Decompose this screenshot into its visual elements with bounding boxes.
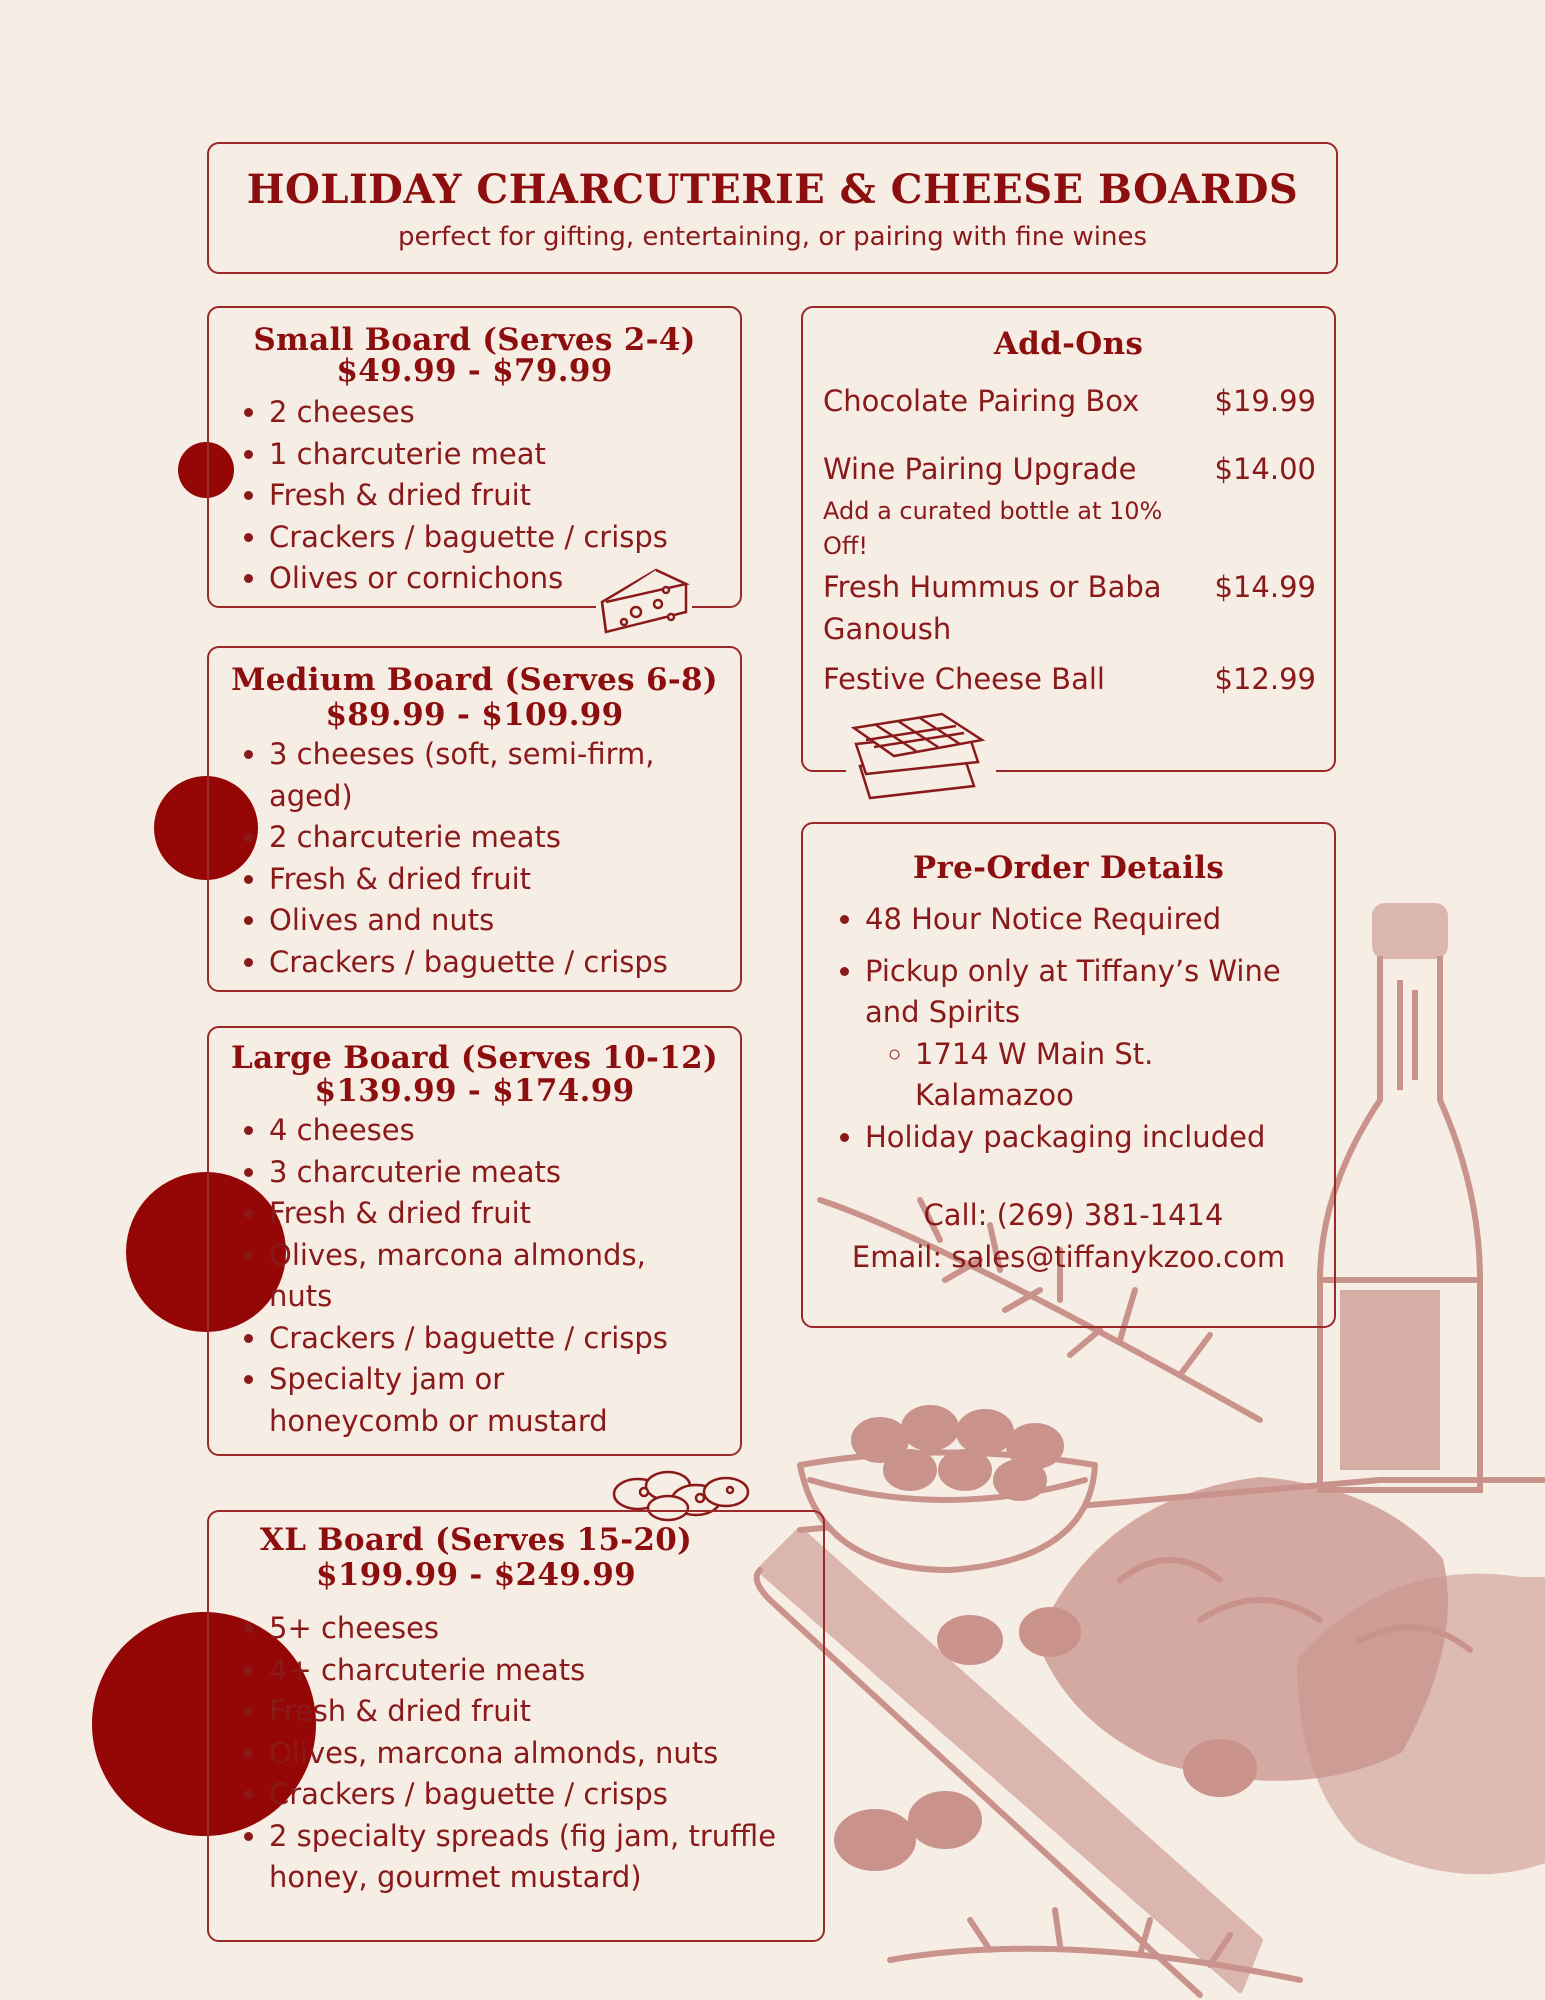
medium-board-card	[207, 646, 742, 992]
list-item: • Crackers / baguette / crisps	[269, 942, 680, 984]
list-item: • Olives, marcona almonds, nuts	[269, 1235, 670, 1318]
list-item: • 3 charcuterie meats	[269, 1152, 670, 1194]
contact-email: Email: sales@tiffanykzoo.com	[851, 1240, 1286, 1274]
address-item: ◦ 1714 W Main St. Kalamazoo	[915, 1034, 1314, 1117]
list-item: • Olives, marcona almonds, nuts	[269, 1733, 783, 1775]
addon-price: $12.99	[1214, 662, 1316, 696]
xl-board-items	[209, 1608, 823, 1899]
list-item: • 1 charcuterie meat	[269, 434, 740, 476]
list-item: • Fresh & dried fruit	[269, 1193, 670, 1235]
addon-price: $14.00	[1214, 452, 1316, 486]
xl-board-card	[207, 1510, 825, 1942]
list-item: • Crackers / baguette / crisps	[269, 1774, 783, 1816]
small-board-title: Small Board (Serves 2-4)	[253, 322, 696, 358]
chocolate-bar-icon	[846, 710, 996, 806]
list-item: • 3 cheeses (soft, semi-firm, aged)	[269, 734, 680, 817]
medium-board-title: Medium Board (Serves 6-8)	[231, 662, 718, 698]
list-item: • Crackers / baguette / crisps	[269, 1318, 670, 1360]
preorder-card	[801, 822, 1336, 1328]
large-board-items	[209, 1110, 740, 1442]
list-item: • Holiday packaging included	[865, 1117, 1314, 1159]
list-item: • 4 cheeses	[269, 1110, 670, 1152]
preorder-list	[803, 899, 1334, 1158]
small-board-price: $49.99 - $79.99	[336, 353, 613, 390]
list-item: • Fresh & dried fruit	[269, 1691, 783, 1733]
large-board-price: $139.99 - $174.99	[314, 1073, 635, 1110]
pickup-text: Pickup only at Tiffany’s Wine and Spirits	[865, 953, 1281, 1030]
page-subtitle: perfect for gifting, entertaining, or pairing with fine wines	[397, 222, 1148, 252]
page-title: HOLIDAY CHARCUTERIE & CHEESE BOARDS	[246, 166, 1299, 213]
large-board-title: Large Board (Serves 10-12)	[231, 1040, 718, 1076]
list-item: • 48 Hour Notice Required	[865, 899, 1314, 941]
list-item: • Fresh & dried fruit	[269, 859, 680, 901]
addon-note: Add a curated bottle at 10% Off!	[823, 497, 1163, 560]
contact-phone: Call: (269) 381-1414	[923, 1198, 1224, 1232]
addons-card	[801, 306, 1336, 772]
list-item: • Crackers / baguette / crisps	[269, 517, 740, 559]
addon-price: $19.99	[1214, 384, 1316, 418]
list-item: • 2 cheeses	[269, 392, 740, 434]
list-item: • Specialty jam or honeycomb or mustard	[269, 1359, 670, 1442]
addon-price: $14.99	[1214, 570, 1316, 604]
medium-board-price: $89.99 - $109.99	[325, 697, 624, 734]
list-item	[865, 951, 1314, 1117]
addon-name: Fresh Hummus or Baba Ganoush	[823, 570, 1162, 646]
addon-name: Wine Pairing Upgrade	[823, 452, 1137, 486]
xl-board-price: $199.99 - $249.99	[316, 1557, 636, 1594]
xl-board-title: XL Board (Serves 15-20)	[259, 1522, 693, 1558]
list-item: • Olives and nuts	[269, 900, 680, 942]
list-item: • 4+ charcuterie meats	[269, 1650, 783, 1692]
list-item: • 2 charcuterie meats	[269, 817, 680, 859]
preorder-title: Pre-Order Details	[912, 850, 1225, 886]
list-item: • Fresh & dried fruit	[269, 475, 740, 517]
addons-title: Add-Ons	[993, 326, 1144, 362]
large-board-card	[207, 1026, 742, 1456]
addon-name: Festive Cheese Ball	[823, 662, 1105, 696]
cheese-wedge-icon	[596, 562, 692, 640]
header-box	[207, 142, 1338, 274]
list-item: • 5+ cheeses	[269, 1608, 783, 1650]
addon-name: Chocolate Pairing Box	[823, 384, 1140, 418]
list-item: • 2 specialty spreads (fig jam, truffle honey, gourmet mustard)	[269, 1816, 783, 1899]
medium-board-items	[209, 734, 740, 983]
list-item: • Olives or cornichons	[269, 558, 740, 600]
